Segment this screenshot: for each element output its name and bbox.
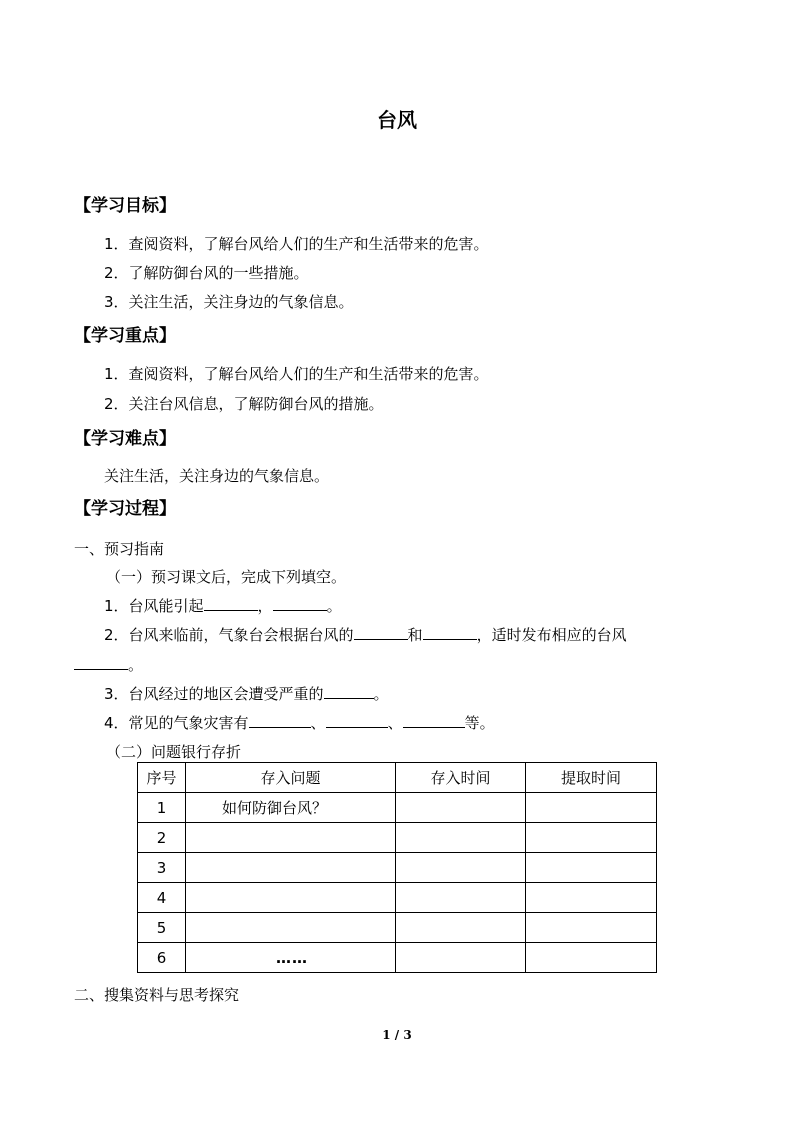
part-two-heading: 二、搜集资料与思考探究	[74, 986, 240, 1004]
fill-question-1	[104, 595, 342, 616]
objective-item-2: 2．了解防御台风的一些措施。	[104, 264, 309, 282]
row-index: 5	[138, 913, 186, 943]
q1-sep: ，	[257, 597, 273, 615]
page-number: 1 / 3	[382, 1028, 412, 1042]
table-row	[138, 913, 657, 943]
objective-item-3: 3．关注生活，关注身边的气象信息。	[104, 293, 354, 311]
row-withdraw-time[interactable]	[526, 853, 657, 883]
row-question[interactable]	[186, 913, 396, 943]
q1-blank-2[interactable]	[273, 596, 327, 611]
row-index: 1	[138, 793, 186, 823]
row-deposit-time[interactable]	[396, 913, 526, 943]
row-question[interactable]	[186, 853, 396, 883]
row-index: 2	[138, 823, 186, 853]
q1-end: 。	[326, 597, 342, 615]
q2-blank-2[interactable]	[423, 625, 477, 640]
q2-blank-3[interactable]	[74, 655, 128, 670]
row-index: 4	[138, 883, 186, 913]
row-question[interactable]	[186, 883, 396, 913]
difficulty-text: 关注生活，关注身边的气象信息。	[104, 467, 330, 485]
table-row	[138, 853, 657, 883]
row-deposit-time[interactable]	[396, 823, 526, 853]
row-question[interactable]: ……	[186, 943, 396, 973]
row-question[interactable]	[186, 823, 396, 853]
q2-text-c: ，适时发布相应的台风	[476, 626, 627, 644]
row-withdraw-time[interactable]	[526, 823, 657, 853]
q4-text: 4．常见的气象灾害有	[104, 714, 249, 732]
q2-blank-1[interactable]	[354, 625, 408, 640]
section-heading-key-points: 【学习重点】	[74, 326, 176, 346]
q3-text: 3．台风经过的地区会遭受严重的	[104, 685, 324, 703]
section-heading-difficulties: 【学习难点】	[74, 429, 176, 449]
row-index: 6	[138, 943, 186, 973]
question-bank-table	[137, 762, 657, 973]
q2-text-a: 2．台风来临前，气象台会根据台风的	[104, 626, 354, 644]
row-deposit-time[interactable]	[396, 853, 526, 883]
objective-item-1: 1．查阅资料，了解台风给人们的生产和生活带来的危害。	[104, 235, 489, 253]
sub-heading-preview: （一）预习课文后，完成下列填空。	[106, 568, 347, 586]
row-index: 3	[138, 853, 186, 883]
row-deposit-time[interactable]	[396, 883, 526, 913]
q4-blank-3[interactable]	[403, 713, 465, 728]
q1-blank-1[interactable]	[204, 596, 258, 611]
key-point-item-2: 2．关注台风信息，了解防御台风的措施。	[104, 395, 384, 413]
fill-question-2	[104, 624, 627, 645]
table-row	[138, 823, 657, 853]
row-question[interactable]: 如何防御台风？	[186, 793, 396, 823]
q4-sep-2: 、	[387, 714, 403, 732]
fill-question-4	[104, 712, 495, 733]
header-question: 存入问题	[186, 763, 396, 793]
row-deposit-time[interactable]	[396, 793, 526, 823]
q4-blank-2[interactable]	[326, 713, 388, 728]
header-withdraw-time: 提取时间	[526, 763, 657, 793]
sub-heading-question-bank: （二）问题银行存折	[106, 743, 242, 761]
header-index: 序号	[138, 763, 186, 793]
row-withdraw-time[interactable]	[526, 793, 657, 823]
row-withdraw-time[interactable]	[526, 883, 657, 913]
section-heading-objectives: 【学习目标】	[74, 196, 176, 216]
q2-end: 。	[128, 656, 144, 674]
fill-question-2-cont	[74, 654, 143, 675]
q4-blank-1[interactable]	[249, 713, 311, 728]
q2-text-b: 和	[407, 626, 423, 644]
row-withdraw-time[interactable]	[526, 913, 657, 943]
table-row	[138, 943, 657, 973]
row-withdraw-time[interactable]	[526, 943, 657, 973]
q4-end: 等。	[464, 714, 495, 732]
q4-sep-1: 、	[310, 714, 326, 732]
header-deposit-time: 存入时间	[396, 763, 526, 793]
part-one-heading: 一、预习指南	[74, 540, 165, 558]
row-deposit-time[interactable]	[396, 943, 526, 973]
q3-end: 。	[373, 685, 389, 703]
fill-question-3	[104, 683, 389, 704]
section-heading-process: 【学习过程】	[74, 499, 176, 519]
q1-text: 1．台风能引起	[104, 597, 204, 615]
table-header-row	[138, 763, 657, 793]
key-point-item-1: 1．查阅资料，了解台风给人们的生产和生活带来的危害。	[104, 365, 489, 383]
page-title: 台风	[377, 108, 417, 132]
table-row	[138, 883, 657, 913]
q3-blank[interactable]	[324, 684, 374, 699]
table-row	[138, 793, 657, 823]
